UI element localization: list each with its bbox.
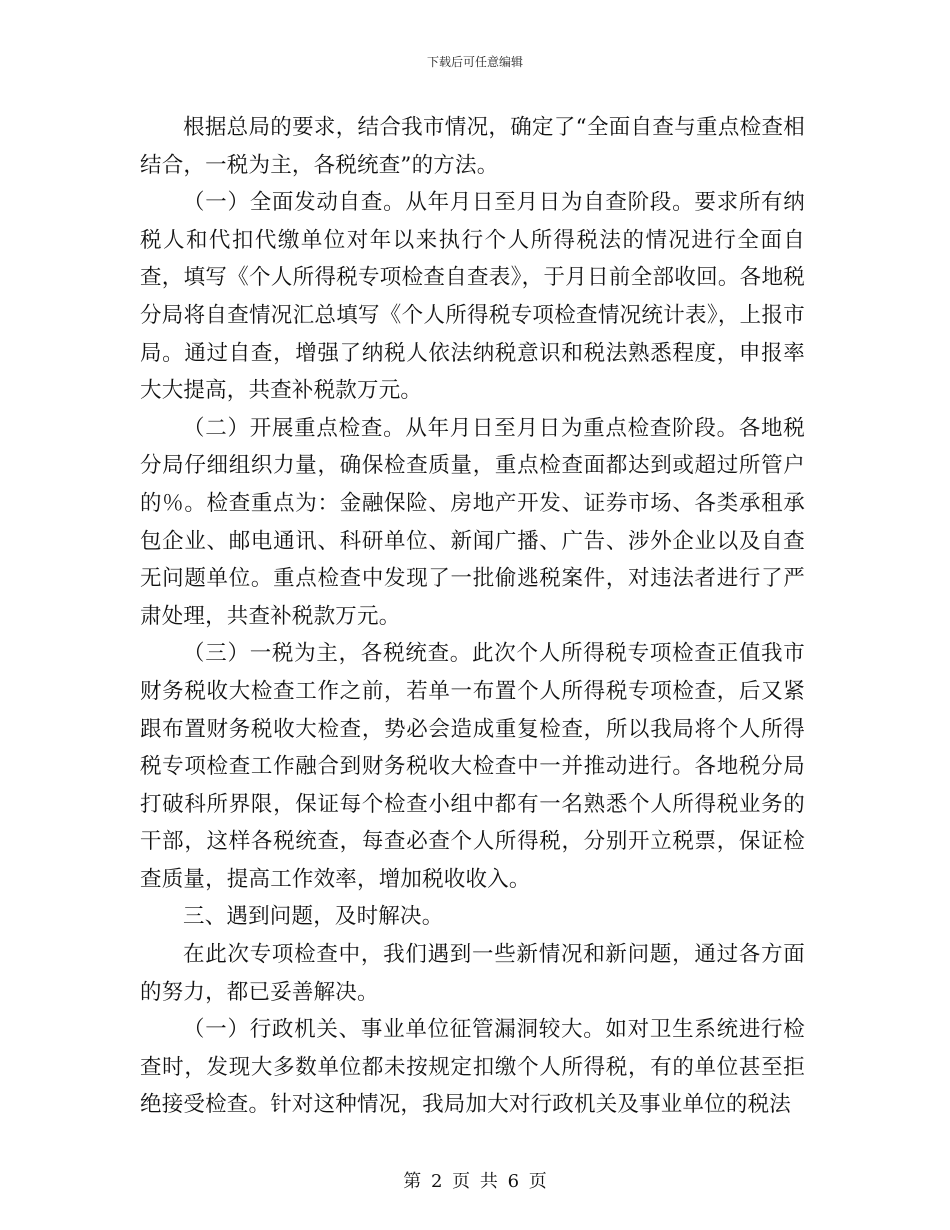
paragraph-3: （二）开展重点检查。从年月日至月日为重点检查阶段。各地税分局仔细组织力量，确保检查质量，重点检查面都达到或超过所管户的％。检查重点为：金融保险、房地产开发、证券市场、各类承租承包企业、邮电通讯、科研单位、新闻广播、广告、涉外企业以及自查无问题单位。重点检查中发现了一批偷逃税案件，对违法者进行了严肃处理，共查补税款万元。 (140, 415, 805, 629)
section-heading: 三、遇到问题，及时解决。 (183, 904, 444, 930)
page-footer: 第 2 页 共 6 页 (403, 1171, 547, 1192)
paragraph-2: （一）全面发动自查。从年月日至月日为自查阶段。要求所有纳税人和代扣代缴单位对年以来执行个人所得税法的情况进行全面自查，填写《个人所得税专项检查自查表》，于月日前全部收回。各地税分局将自查情况汇总填写《个人所得税专项检查情况统计表》，上报市局。通过自查，增强了纳税人依法纳税意识和税法熟悉程度，申报率大大提高，共查补税款万元。 (140, 190, 805, 404)
paragraph-4: （三）一税为主，各税统查。此次个人所得税专项检查正值我市财务税收大检查工作之前，若单一布置个人所得税专项检查，后又紧跟布置财务税收大检查，势必会造成重复检查，所以我局将个人所得税专项检查工作融合到财务税收大检查中一并推动进行。各地税分局打破科所界限，保证每个检查小组中都有一名熟悉个人所得税业务的干部，这样各税统查，每查必查个人所得税，分别开立税票，保证检查质量，提高工作效率，增加税收收入。 (140, 641, 805, 892)
document-body (140, 109, 805, 1124)
paragraph-5: 在此次专项检查中，我们遇到一些新情况和新问题，通过各方面的努力，都已妥善解决。 (140, 942, 805, 1005)
page-header: 下载后可任意编辑 (426, 55, 523, 69)
paragraph-1: 根据总局的要求，结合我市情况，确定了“全面自查与重点检查相结合，一税为主，各税统查”的方法。 (140, 115, 805, 178)
paragraph-6: （一）行政机关、事业单位征管漏洞较大。如对卫生系统进行检查时，发现大多数单位都未按规定扣缴个人所得税，有的单位甚至拒绝接受检查。针对这种情况，我局加大对行政机关及事业单位的税法 (140, 1017, 805, 1118)
